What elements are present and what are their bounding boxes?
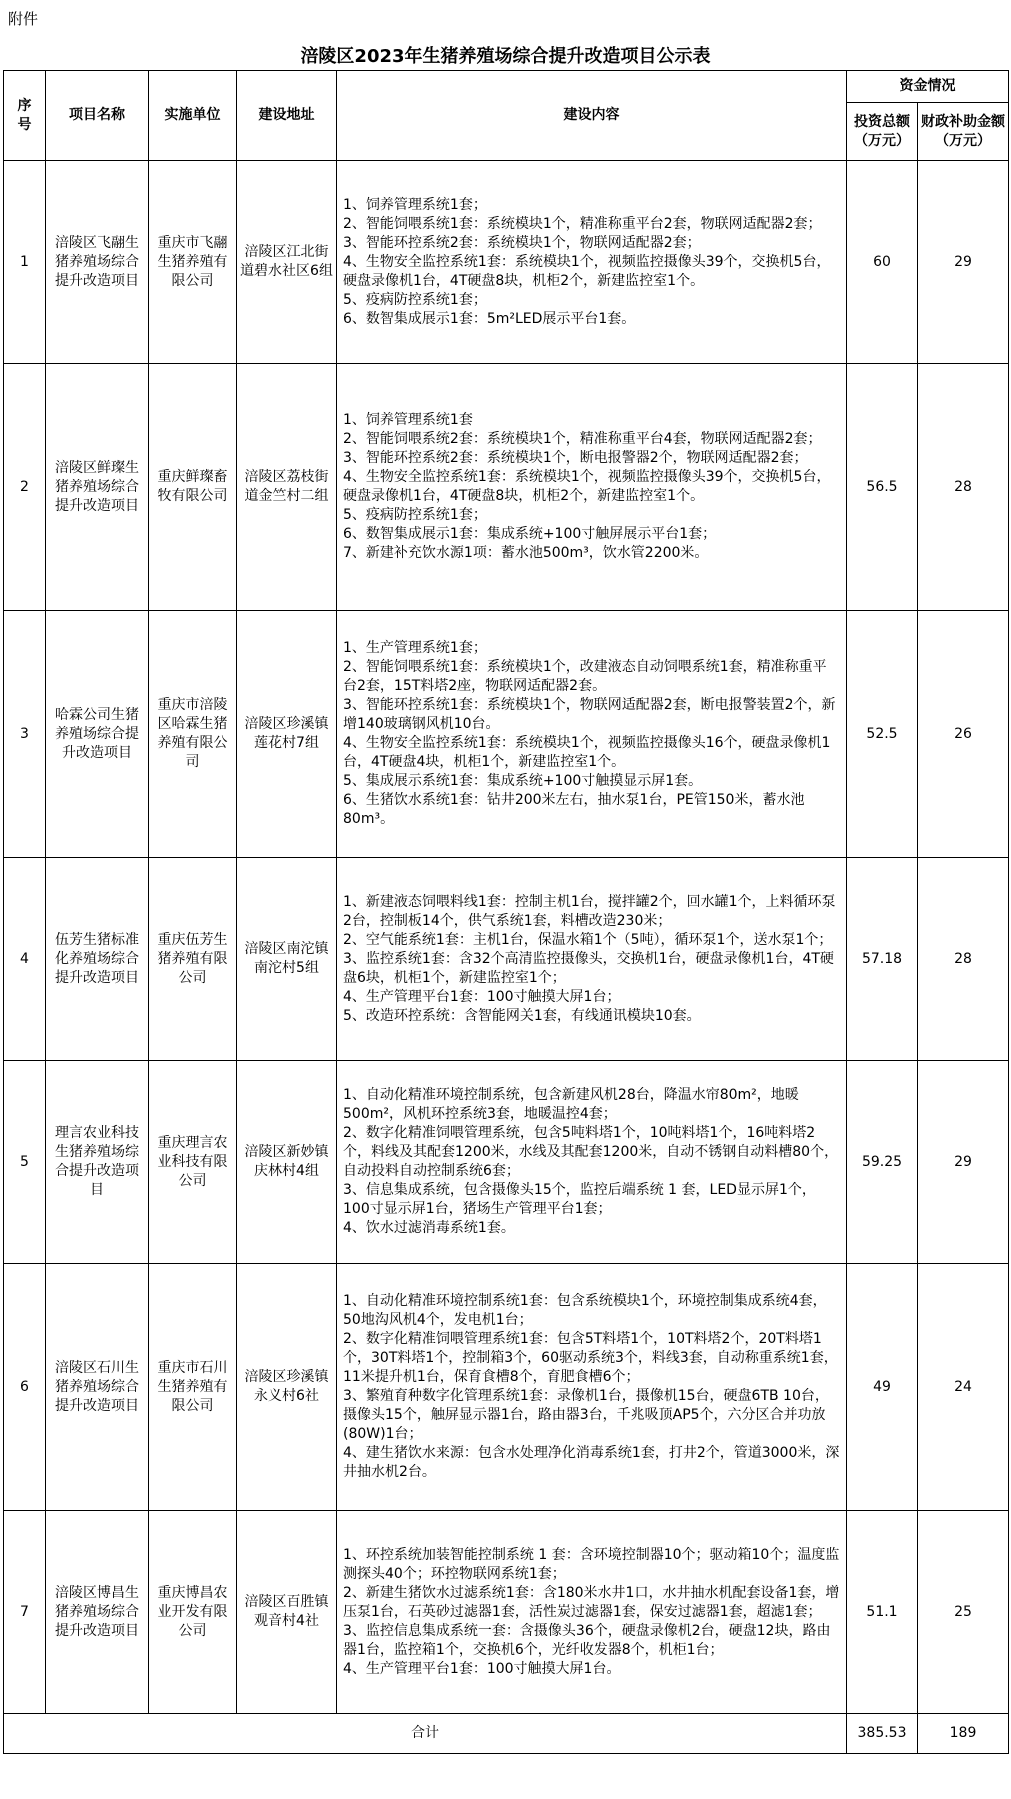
row-subsidy: 29 <box>918 1061 1009 1264</box>
total-row <box>4 1714 1009 1754</box>
row-investment: 57.18 <box>847 858 918 1061</box>
row-seq: 4 <box>4 858 46 1061</box>
row-address: 涪陵区新妙镇庆林村4组 <box>237 1061 337 1264</box>
row-address: 涪陵区南沱镇南沱村5组 <box>237 858 337 1061</box>
content-line: 6、数智集成展示1套：5m²LED展示平台1套。 <box>343 310 636 327</box>
total-investment: 385.53 <box>847 1714 918 1754</box>
row-construction-content <box>337 1061 847 1264</box>
row-project-name: 哈霖公司生猪养殖场综合提升改造项目 <box>46 611 149 858</box>
row-implementing-unit: 重庆伍芳生猪养殖有限公司 <box>149 858 237 1061</box>
row-seq: 6 <box>4 1264 46 1511</box>
total-subsidy: 189 <box>918 1714 1009 1754</box>
row-subsidy: 25 <box>918 1511 1009 1714</box>
header-funds: 资金情况 <box>847 71 1009 103</box>
content-line: 4、生产管理平台1套：100寸触摸大屏1台； <box>343 988 621 1005</box>
table-row <box>4 161 1009 364</box>
table-row <box>4 1061 1009 1264</box>
content-line: 3、监控信息集成系统一套：含摄像头36个，硬盘录像机2台，硬盘12块，路由器1台，监控箱1个，交换机6个，光纤收发器8个，机柜1台； <box>343 1622 831 1658</box>
header-subsidy: 财政补助金额（万元） <box>918 103 1009 161</box>
header-address: 建设地址 <box>237 71 337 161</box>
project-table <box>3 70 1009 1754</box>
row-construction-content <box>337 1511 847 1714</box>
table-row <box>4 1264 1009 1511</box>
row-investment: 51.1 <box>847 1511 918 1714</box>
row-project-name: 涪陵区石川生猪养殖场综合提升改造项目 <box>46 1264 149 1511</box>
row-seq: 7 <box>4 1511 46 1714</box>
row-subsidy: 26 <box>918 611 1009 858</box>
row-construction-content <box>337 1264 847 1511</box>
header-content: 建设内容 <box>337 71 847 161</box>
content-line: 1、生产管理系统1套； <box>343 640 487 656</box>
content-line: 4、饮水过滤消毒系统1套。 <box>343 1220 515 1236</box>
row-investment: 56.5 <box>847 364 918 611</box>
table-row <box>4 1511 1009 1714</box>
content-line: 6、生猪饮水系统1套：钻井200米左右，抽水泵1台，PE管150米，蓄水池80m³。 <box>343 792 805 827</box>
content-line: 2、智能饲喂系统1套：系统模块1个，精准称重平台2套，物联网适配器2套； <box>343 215 822 232</box>
content-line: 7、新建补充饮水源1项：蓄水池500m³，饮水管2200米。 <box>343 545 709 561</box>
content-line: 2、空气能系统1套：主机1台，保温水箱1个（5吨），循环泵1个，送水泵1个； <box>343 931 833 948</box>
row-project-name: 理言农业科技生猪养殖场综合提升改造项目 <box>46 1061 149 1264</box>
content-line: 3、智能环控系统2套：系统模块1个，物联网适配器2套； <box>343 234 701 251</box>
content-line: 1、新建液态饲喂料线1套：控制主机1台，搅拌罐2个，回水罐1个，上料循环泵2台，控制板14个，供气系统1套，料槽改造230米； <box>343 893 836 929</box>
row-subsidy: 28 <box>918 858 1009 1061</box>
row-implementing-unit: 重庆理言农业科技有限公司 <box>149 1061 237 1264</box>
page-title: 涪陵区2023年生猪养殖场综合提升改造项目公示表 <box>300 46 711 67</box>
row-seq: 1 <box>4 161 46 364</box>
content-line: 5、疫病防控系统1套； <box>343 291 487 308</box>
row-construction-content <box>337 161 847 364</box>
row-project-name: 涪陵区博昌生猪养殖场综合提升改造项目 <box>46 1511 149 1714</box>
content-line: 1、饲养管理系统1套 <box>343 412 473 428</box>
row-investment: 59.25 <box>847 1061 918 1264</box>
row-address: 涪陵区江北街道碧水社区6组 <box>237 161 337 364</box>
header-seq: 序号 <box>4 71 46 161</box>
row-address: 涪陵区珍溪镇莲花村7组 <box>237 611 337 858</box>
row-construction-content <box>337 858 847 1061</box>
content-line: 1、自动化精准环境控制系统，包含新建风机28台，降温水帘80m²，地暖500m²，风机环控系统3套，地暖温控4套； <box>343 1087 799 1122</box>
row-address: 涪陵区珍溪镇永义村6社 <box>237 1264 337 1511</box>
attachment-label: 附件 <box>8 10 39 28</box>
content-line: 1、自动化精准环境控制系统1套：包含系统模块1个，环境控制集成系统4套，50地沟风机4个，发电机1台； <box>343 1293 827 1328</box>
content-line: 2、智能饲喂系统1套：系统模块1个，改建液态自动饲喂系统1套，精准称重平台2套，15T料塔2座，物联网适配器2套。 <box>343 659 827 694</box>
row-investment: 52.5 <box>847 611 918 858</box>
row-construction-content <box>337 364 847 611</box>
row-seq: 2 <box>4 364 46 611</box>
content-line: 3、智能环控系统2套：系统模块1个，断电报警器2个，物联网适配器2套； <box>343 450 808 466</box>
content-line: 1、环控系统加装智能控制系统 1 套：含环境控制器10个；驱动箱10个；温度监测探头40个；环控物联网系统1套； <box>343 1546 840 1582</box>
row-address: 涪陵区荔枝街道金竺村二组 <box>237 364 337 611</box>
header-investment: 投资总额（万元） <box>847 103 918 161</box>
row-implementing-unit: 重庆博昌农业开发有限公司 <box>149 1511 237 1714</box>
row-implementing-unit: 重庆鲜璨畜牧有限公司 <box>149 364 237 611</box>
content-line: 5、改造环控系统：含智能网关1套，有线通讯模块10套。 <box>343 1007 701 1024</box>
content-line: 2、数字化精准饲喂管理系统，包含5吨料塔1个，10吨料塔1个，16吨料塔2个，料线及其配套1200米，水线及其配套1200米，自动不锈钢自动料槽80个，自动投料自动控制系统6套； <box>343 1125 839 1179</box>
table-row <box>4 858 1009 1061</box>
row-seq: 3 <box>4 611 46 858</box>
content-line: 5、集成展示系统1套：集成系统+100寸触摸显示屏1套。 <box>343 773 703 789</box>
content-line: 4、生物安全监控系统1套：系统模块1个，视频监控摄像头39个，交换机5台，硬盘录像机1台，4T硬盘8块，机柜2个，新建监控室1个。 <box>343 469 831 504</box>
content-line: 4、生产管理平台1套：100寸触摸大屏1台。 <box>343 1660 621 1677</box>
row-implementing-unit: 重庆市飞翮生猪养殖有限公司 <box>149 161 237 364</box>
content-line: 2、数字化精准饲喂管理系统1套：包含5T料塔1个，10T料塔2个，20T料塔1个，30T料塔1个，控制箱3个，60驱动系统3个，料线3套，自动称重系统1套，11米提升机1台，保育食槽8个，育肥食槽6个； <box>343 1331 838 1385</box>
row-implementing-unit: 重庆市涪陵区哈霖生猪养殖有限公司 <box>149 611 237 858</box>
content-line: 3、信息集成系统，包含摄像头15个，监控后端系统 1 套，LED显示屏1个，100寸显示屏1台，猪场生产管理平台1套； <box>343 1182 816 1217</box>
content-line: 3、智能环控系统1套：系统模块1个，物联网适配器2套，断电报警装置2个，新增140玻璃钢风机10台。 <box>343 697 836 732</box>
row-subsidy: 29 <box>918 161 1009 364</box>
row-address: 涪陵区百胜镇观音村4社 <box>237 1511 337 1714</box>
header-unit: 实施单位 <box>149 71 237 161</box>
row-subsidy: 28 <box>918 364 1009 611</box>
content-line: 3、繁殖育种数字化管理系统1套：录像机1台，摄像机15台，硬盘6TB 10台，摄像头15个，触屏显示器1台，路由器3台，千兆吸顶AP5个，六分区合并功放(80W)1台； <box>343 1388 829 1442</box>
row-subsidy: 24 <box>918 1264 1009 1511</box>
content-line: 2、智能饲喂系统2套：系统模块1个，精准称重平台4套，物联网适配器2套； <box>343 431 822 447</box>
content-line: 4、生物安全监控系统1套：系统模块1个，视频监控摄像头16个，硬盘录像机1台，4T硬盘4块，机柜1个，新建监控室1个。 <box>343 735 831 770</box>
row-project-name: 涪陵区飞翮生猪养殖场综合提升改造项目 <box>46 161 149 364</box>
row-seq: 5 <box>4 1061 46 1264</box>
table-row <box>4 364 1009 611</box>
content-line: 4、建生猪饮水来源：包含水处理净化消毒系统1套，打井2个，管道3000米，深井抽水机2台。 <box>343 1445 840 1480</box>
content-line: 5、疫病防控系统1套； <box>343 507 487 523</box>
header-name: 项目名称 <box>46 71 149 161</box>
row-project-name: 伍芳生猪标准化养殖场综合提升改造项目 <box>46 858 149 1061</box>
row-project-name: 涪陵区鲜璨生猪养殖场综合提升改造项目 <box>46 364 149 611</box>
content-line: 3、监控系统1套：含32个高清监控摄像头，交换机1台，硬盘录像机1台，4T硬盘6块，机柜1个，新建监控室1个； <box>343 950 834 986</box>
table-row <box>4 611 1009 858</box>
content-line: 2、新建生猪饮水过滤系统1套：含180米水井1口，水井抽水机配套设备1套，增压泵1台，石英砂过滤器1套，活性炭过滤器1套，保安过滤器1套，超滤1套； <box>343 1584 840 1620</box>
row-investment: 60 <box>847 161 918 364</box>
content-line: 6、数智集成展示1套：集成系统+100寸触屏展示平台1套； <box>343 526 717 542</box>
content-line: 4、生物安全监控系统1套：系统模块1个，视频监控摄像头39个，交换机5台，硬盘录像机1台，4T硬盘8块，机柜2个，新建监控室1个。 <box>343 253 831 289</box>
total-label: 合计 <box>4 1714 847 1754</box>
row-implementing-unit: 重庆市石川生猪养殖有限公司 <box>149 1264 237 1511</box>
content-line: 1、饲养管理系统1套； <box>343 196 487 213</box>
row-construction-content <box>337 611 847 858</box>
row-investment: 49 <box>847 1264 918 1511</box>
